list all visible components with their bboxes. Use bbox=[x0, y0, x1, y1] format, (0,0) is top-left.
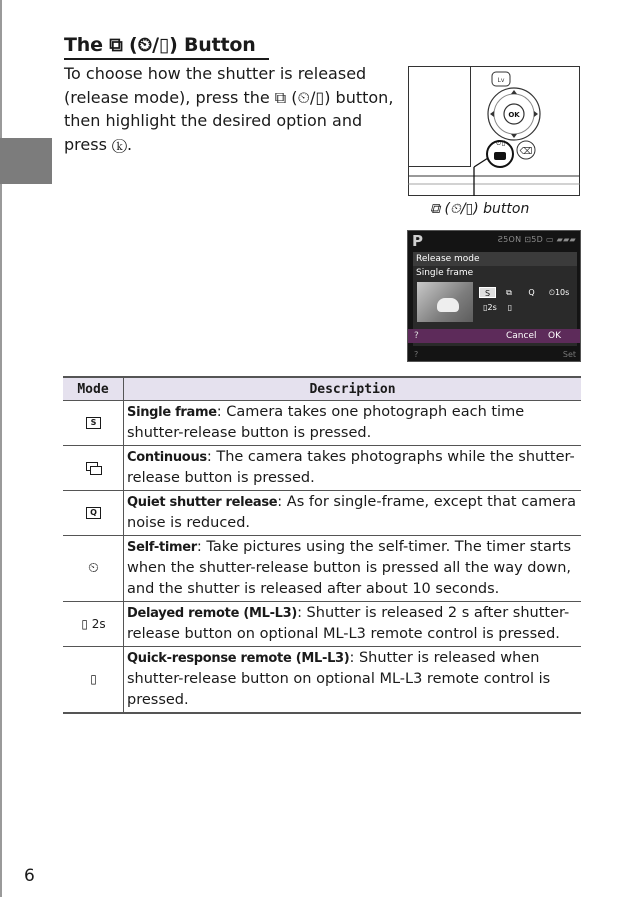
ok-label: OK bbox=[548, 331, 561, 341]
table-row bbox=[63, 491, 581, 536]
description-cell bbox=[124, 536, 582, 602]
thumbnail-subject bbox=[437, 298, 459, 312]
release-mode-screen bbox=[407, 230, 581, 362]
left-margin-rule bbox=[0, 0, 2, 897]
mode-term: Single frame bbox=[127, 405, 217, 420]
svg-text:⌫: ⌫ bbox=[519, 147, 533, 157]
selected-mode-label: Single frame bbox=[416, 268, 474, 278]
panel-header: Release mode bbox=[413, 252, 577, 266]
help-icon: ? bbox=[414, 331, 419, 341]
description-column-header: Description bbox=[124, 377, 582, 401]
mode-term: Self-timer bbox=[127, 540, 197, 555]
mode-cell bbox=[63, 647, 124, 714]
quick-response-remote-icon: ▯ bbox=[90, 672, 97, 686]
cancel-label: Cancel bbox=[506, 331, 537, 341]
intro-paragraph: To choose how the shutter is released (release mode), press the ⧉ (⏲/▯) button, then highlight the desired option and press ⓚ. bbox=[64, 64, 394, 154]
svg-text:Lv: Lv bbox=[497, 77, 505, 84]
mode-cell bbox=[63, 491, 124, 536]
table-row bbox=[63, 446, 581, 491]
page-number: 6 bbox=[24, 866, 35, 886]
mode-term: Continuous bbox=[127, 450, 207, 465]
mode-description: : Shutter is released 2 s after shutter-release button on optional ML-L3 remote control is pressed. bbox=[127, 605, 570, 642]
release-mode-table bbox=[63, 376, 581, 714]
mode-cell bbox=[63, 602, 124, 647]
mode-cell bbox=[63, 536, 124, 602]
description-cell bbox=[124, 491, 582, 536]
description-cell bbox=[124, 401, 582, 446]
mode-description: : The camera takes photographs while the shutter-release button is pressed. bbox=[127, 449, 575, 486]
lcd-option-self-timer[interactable]: ⏲10s bbox=[548, 288, 570, 297]
table-header-row bbox=[63, 377, 581, 401]
description-cell bbox=[124, 446, 582, 491]
mode-description: : Shutter is released when shutter-release button on optional ML-L3 remote control is pressed. bbox=[127, 650, 551, 708]
mode-term: Delayed remote (ML-L3) bbox=[127, 606, 298, 621]
table-row bbox=[63, 401, 581, 446]
screen-status-info: Ƨ5ON ⊡5D ▭ ▰▰▰ bbox=[497, 235, 576, 244]
section-tab bbox=[0, 138, 52, 184]
mode-description: : Camera takes one photograph each time shutter-release button is pressed. bbox=[127, 404, 525, 441]
continuous-icon bbox=[86, 462, 102, 475]
table-row bbox=[63, 602, 581, 647]
mode-description: : Take pictures using the self-timer. The timer starts when the shutter-release button is pressed all the way down, and the shutter is released after about 10 seconds. bbox=[127, 539, 572, 597]
mode-term: Quiet shutter release bbox=[127, 495, 278, 510]
camera-figure-caption: ⧉ (⏲/▯) button bbox=[430, 201, 530, 217]
description-cell bbox=[124, 602, 582, 647]
quiet-shutter-icon: Q bbox=[86, 507, 101, 519]
description-cell bbox=[124, 647, 582, 714]
screen-footer bbox=[408, 329, 580, 343]
mode-column-header: Mode bbox=[63, 377, 124, 401]
self-timer-icon: ⏲ bbox=[88, 560, 99, 576]
lcd-option-single[interactable]: S bbox=[479, 287, 496, 298]
lcd-option-continuous[interactable]: ⧉ bbox=[506, 288, 512, 297]
table-row bbox=[63, 647, 581, 714]
shooting-mode-indicator: P bbox=[412, 232, 423, 250]
set-label: Set bbox=[562, 350, 576, 359]
table-row bbox=[63, 536, 581, 602]
bottom-help-icon: ? bbox=[414, 350, 419, 359]
single-frame-icon: S bbox=[86, 417, 101, 429]
camera-back-illustration bbox=[408, 66, 580, 196]
lcd-option-quiet[interactable]: Q bbox=[528, 288, 535, 297]
svg-text:⏲▯: ⏲▯ bbox=[496, 139, 506, 147]
title-underline bbox=[64, 58, 269, 60]
svg-text:OK: OK bbox=[508, 111, 520, 119]
lcd-option-delayed-remote[interactable]: ▯2s bbox=[483, 303, 497, 312]
page-title: The ⧉ (⏲/▯) Button bbox=[64, 34, 256, 56]
mode-cell bbox=[63, 401, 124, 446]
lcd-option-quick-remote[interactable]: ▯ bbox=[507, 303, 513, 312]
mode-cell bbox=[63, 446, 124, 491]
delayed-remote-icon: ▯ 2s bbox=[81, 616, 106, 631]
mode-description: : As for single-frame, except that camera noise is reduced. bbox=[127, 494, 576, 531]
mode-term: Quick-response remote (ML-L3) bbox=[127, 651, 350, 666]
